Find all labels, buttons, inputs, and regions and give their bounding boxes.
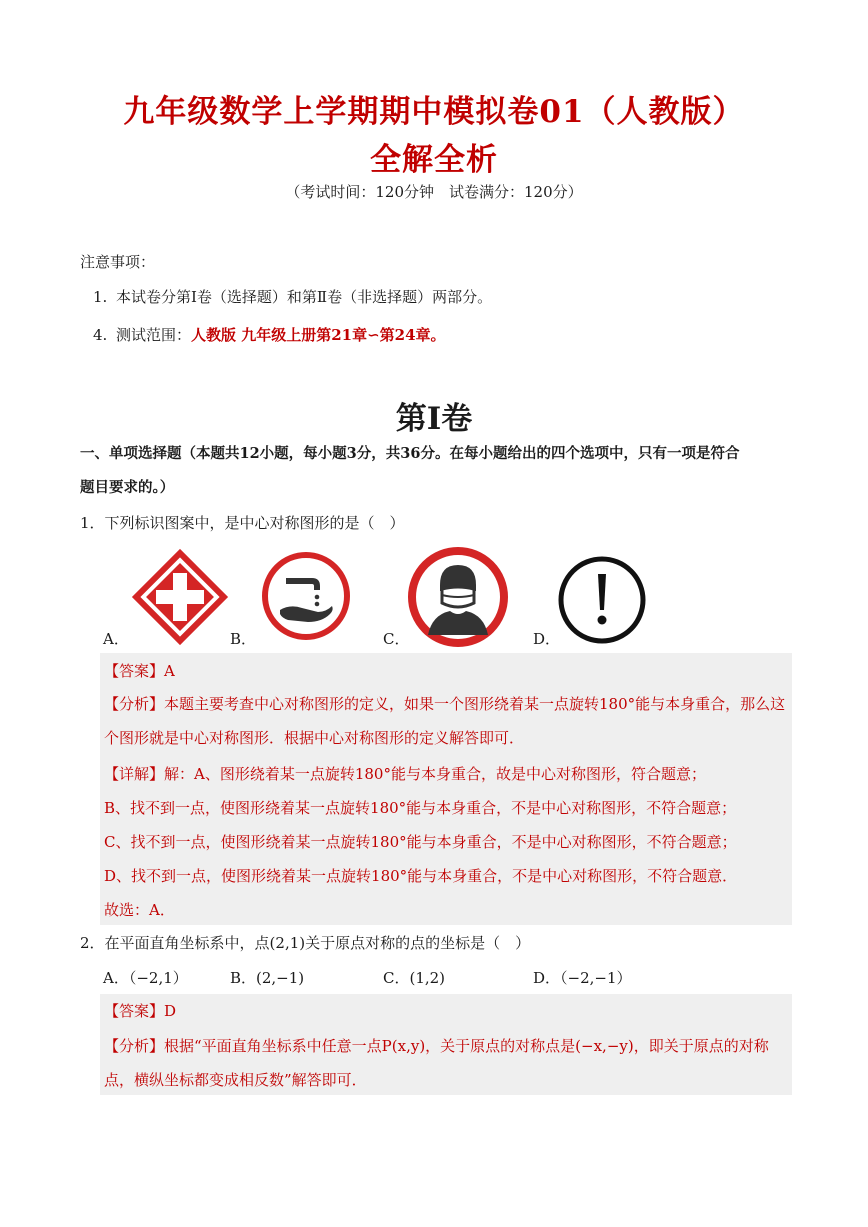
mask-person-icon (406, 545, 510, 649)
q1-conclusion: 故选：A． (104, 901, 175, 919)
q2-option-c: C．(1,2) (383, 969, 446, 987)
red-cross-icon (128, 545, 232, 649)
notice-item-4-num: 4. (93, 326, 108, 344)
q2-option-d: D．（−2,−1） (533, 969, 632, 987)
q2-stem: 2．在平面直角坐标系中，点(2,1)关于原点对称的点的坐标是（ ） (80, 934, 531, 952)
q1-option-b: B． (230, 630, 257, 648)
part1-instruction-line1: 一、单项选择题（本题共12小题，每小题3分，共36分。在每小题给出的四个选项中，只有一项是符合 (80, 445, 740, 462)
q2-analysis-2: 点，横纵坐标都变成相反数”解答即可． (104, 1071, 367, 1089)
q1-detail-2: B、找不到一点，使图形绕着某一点旋转180°能与本身重合，不是中心对称图形，不符合题意； (104, 799, 737, 817)
q2-option-b: B．(2,−1) (230, 969, 305, 987)
q2-option-a: A．（−2,1） (103, 969, 188, 987)
q1-option-c: C． (383, 630, 410, 648)
q1-detail-4: D、找不到一点，使图形绕着某一点旋转180°能与本身重合，不是中心对称图形，不符合题意． (104, 867, 738, 885)
hand-washing-icon (260, 550, 352, 642)
notice-heading: 注意事项： (80, 253, 156, 271)
q1-option-d: D． (533, 630, 561, 648)
q1-answer: 【答案】A (104, 662, 175, 680)
exam-info: （考试时间：120分钟 试卷满分：120分） (285, 183, 583, 201)
document-subtitle: 全解全析 (370, 142, 498, 178)
q1-detail-3: C、找不到一点，使图形绕着某一点旋转180°能与本身重合，不是中心对称图形，不符合题意； (104, 833, 737, 851)
notice-item-4-prefix: 测试范围： (116, 326, 192, 344)
q1-analysis-1: 【分析】本题主要考查中心对称图形的定义，如果一个图形绕着某一点旋转180°能与本身重合，那么这 (104, 695, 786, 713)
notice-item-1: 本试卷分第Ⅰ卷（选择题）和第Ⅱ卷（非选择题）两部分。 (116, 288, 493, 306)
part1-instruction-line2: 题目要求的。） (80, 479, 175, 496)
exclamation-icon (556, 554, 648, 646)
q1-stem: 1．下列标识图案中，是中心对称图形的是（ ） (80, 514, 405, 532)
section-title: 第Ⅰ卷 (395, 401, 473, 437)
q1-detail-1: 【详解】解：A、图形绕着某一点旋转180°能与本身重合，故是中心对称图形，符合题意； (104, 765, 706, 783)
q2-answer: 【答案】D (104, 1002, 177, 1020)
notice-item-4-scope: 人教版 九年级上册第21章∽第24章。 (191, 326, 446, 344)
q2-analysis-1: 【分析】根据“平面直角坐标系中任意一点P(x,y)，关于原点的对称点是(−x,−y)，即关于原点的对称 (104, 1037, 769, 1055)
q1-analysis-2: 个图形就是中心对称图形．根据中心对称图形的定义解答即可． (104, 729, 525, 747)
notice-item-4 (116, 324, 446, 346)
q1-option-a: A． (103, 630, 129, 648)
document-title: 九年级数学上学期期中模拟卷01（人教版） (123, 94, 745, 130)
notice-item-1-num: 1. (93, 288, 108, 306)
